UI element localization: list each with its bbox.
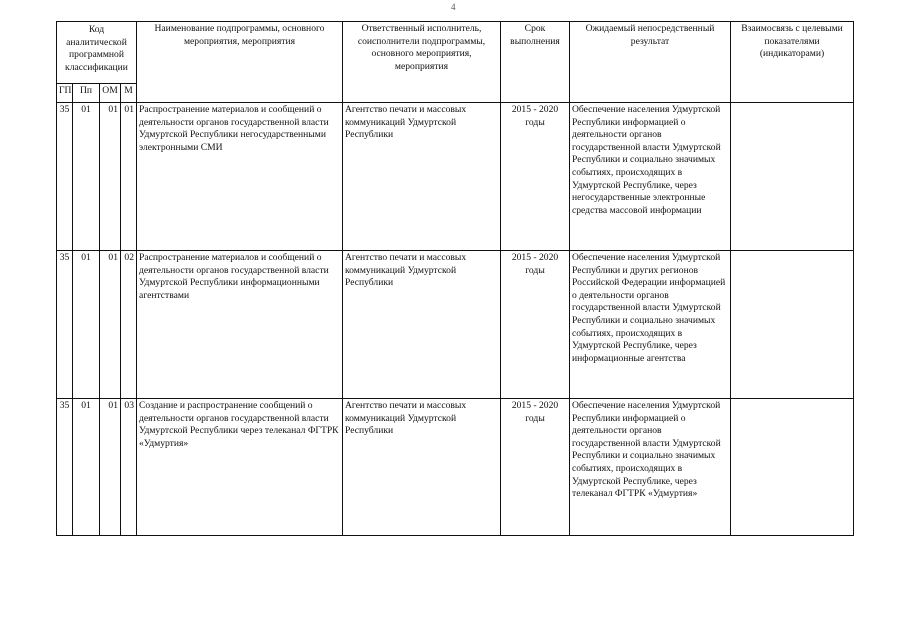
cell-m: 03 xyxy=(121,399,137,536)
cell-link xyxy=(731,399,854,536)
cell-link xyxy=(731,251,854,399)
header-name: Наименование подпрограммы, основного мероприятия, мероприятия xyxy=(137,22,343,103)
header-om: ОМ xyxy=(100,84,121,103)
cell-m: 02 xyxy=(121,251,137,399)
cell-name: Создание и распространение сообщений о деятельности органов государственной власти Удмуртской Республики через телеканал ФГТРК «Удмуртия» xyxy=(137,399,343,536)
header-executor: Ответственный исполнитель, соисполнители подпрограммы, основного мероприятия, мероприятия xyxy=(343,22,501,103)
table-row xyxy=(57,399,854,536)
header-m: М xyxy=(121,84,137,103)
cell-executor: Агентство печати и массовых коммуникаций Удмуртской Республики xyxy=(343,103,501,251)
cell-executor: Агентство печати и массовых коммуникаций Удмуртской Республики xyxy=(343,399,501,536)
cell-result: Обеспечение населения Удмуртской Республики и других регионов Российской Федерации информацией о деятельности органов государственной власти Удмуртской Республики и социально значимых событиях, происходящих в Удмуртской Республике, через информационные агентства xyxy=(570,251,731,399)
table-header-row xyxy=(57,22,854,84)
cell-result: Обеспечение населения Удмуртской Республики информацией о деятельности органов государственной власти Удмуртской Республики и социально значимых событиях, происходящих в Удмуртской Республике, через негосударственные электронные средства массовой информации xyxy=(570,103,731,251)
cell-link xyxy=(731,103,854,251)
cell-gp: 35 xyxy=(57,251,73,399)
cell-om: 01 xyxy=(100,103,121,251)
table-row xyxy=(57,103,854,251)
header-pp: Пп xyxy=(73,84,100,103)
header-gp: ГП xyxy=(57,84,73,103)
cell-name: Распространение материалов и сообщений о деятельности органов государственной власти Удмуртской Республики информационными агентствами xyxy=(137,251,343,399)
cell-om: 01 xyxy=(100,399,121,536)
cell-term: 2015 - 2020 годы xyxy=(501,103,570,251)
table-row xyxy=(57,251,854,399)
cell-executor: Агентство печати и массовых коммуникаций Удмуртской Республики xyxy=(343,251,501,399)
header-code-label: Код аналитической программной классификации xyxy=(65,24,128,73)
cell-result: Обеспечение населения Удмуртской Республики информацией о деятельности органов государственной власти Удмуртской Республики и социально значимых событиях, происходящих в Удмуртской Республике, через телеканал ФГТРК «Удмуртия» xyxy=(570,399,731,536)
program-table xyxy=(56,21,854,536)
cell-pp: 01 xyxy=(73,103,100,251)
cell-gp: 35 xyxy=(57,103,73,251)
page-number: 4 xyxy=(451,2,456,12)
cell-name: Распространение материалов и сообщений о деятельности органов государственной власти Удмуртской Республики негосударственными электронными СМИ xyxy=(137,103,343,251)
header-code xyxy=(57,22,137,84)
cell-m: 01 xyxy=(121,103,137,251)
header-result: Ожидаемый непосредственный результат xyxy=(570,22,731,103)
header-term: Срок выполнения xyxy=(501,22,570,103)
cell-pp: 01 xyxy=(73,251,100,399)
cell-term: 2015 - 2020 годы xyxy=(501,251,570,399)
header-link: Взаимосвязь с целевыми показателями (индикаторами) xyxy=(731,22,854,103)
cell-term: 2015 - 2020 годы xyxy=(501,399,570,536)
cell-gp: 35 xyxy=(57,399,73,536)
cell-pp: 01 xyxy=(73,399,100,536)
cell-om: 01 xyxy=(100,251,121,399)
